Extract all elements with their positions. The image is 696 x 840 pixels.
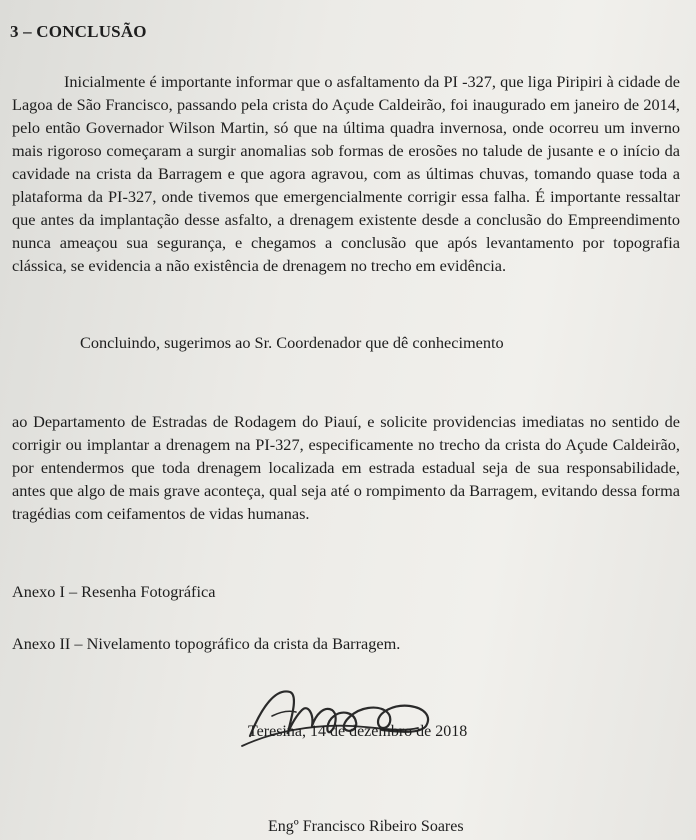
section-title: 3 – CONCLUSÃO [10, 22, 147, 41]
place-date: Teresina, 14 de dezembro de 2018 [248, 723, 468, 740]
paragraph-conclusion-rest: ao Departamento de Estradas de Rodagem do Piauí, e solicite providencias imediatas no sentido de corrigir ou implantar a drenagem na PI-327, especificamente no trecho da crista do Açude Caldeirão, por entendermos que toda drenagem localizada em estrada estadual seja de sua responsabilidade, antes que algo de mais grave aconteça, qual seja até o rompimento da Barragem, evitando dessa forma tragédias com ceifamentos de vidas humanas. [12, 412, 680, 523]
signature-icon [232, 676, 462, 756]
paragraph-conclusion-start: Concluindo, sugerimos ao Sr. Coordenador que dê conhecimento [80, 333, 504, 352]
paragraph-intro: Inicialmente é importante informar que o asfaltamento da PI -327, que liga Piripiri à cidade de Lagoa de São Francisco, passando pela crista do Açude Caldeirão, foi inaugurado em janeiro de 2014, pelo então Governador Wilson Martin, só que na última quadra invernosa, onde ocorreu um inverno mais rigoroso começaram a surgir anomalias sob formas de erosões no talude de jusante e o início da cavidade na crista da Barragem e que agora agravou, com as últimas chuvas, tomando quase toda a plataforma da PI-327, onde tivemos que emergencialmente corrigir essa falha. É importante ressaltar que antes da implantação desse asfalto, a drenagem existente desde a conclusão do Empreendimento nunca ameaçou sua segurança, e chegamos a conclusão que após levantamento por topografia clássica, se evidencia a não existência de drenagem no trecho em evidência. [12, 72, 680, 275]
annex-2: Anexo II – Nivelamento topográfico da crista da Barragem. [12, 634, 401, 653]
engineer-name: Engº Francisco Ribeiro Soares [268, 818, 464, 835]
annex-1: Anexo I – Resenha Fotográfica [12, 582, 216, 601]
